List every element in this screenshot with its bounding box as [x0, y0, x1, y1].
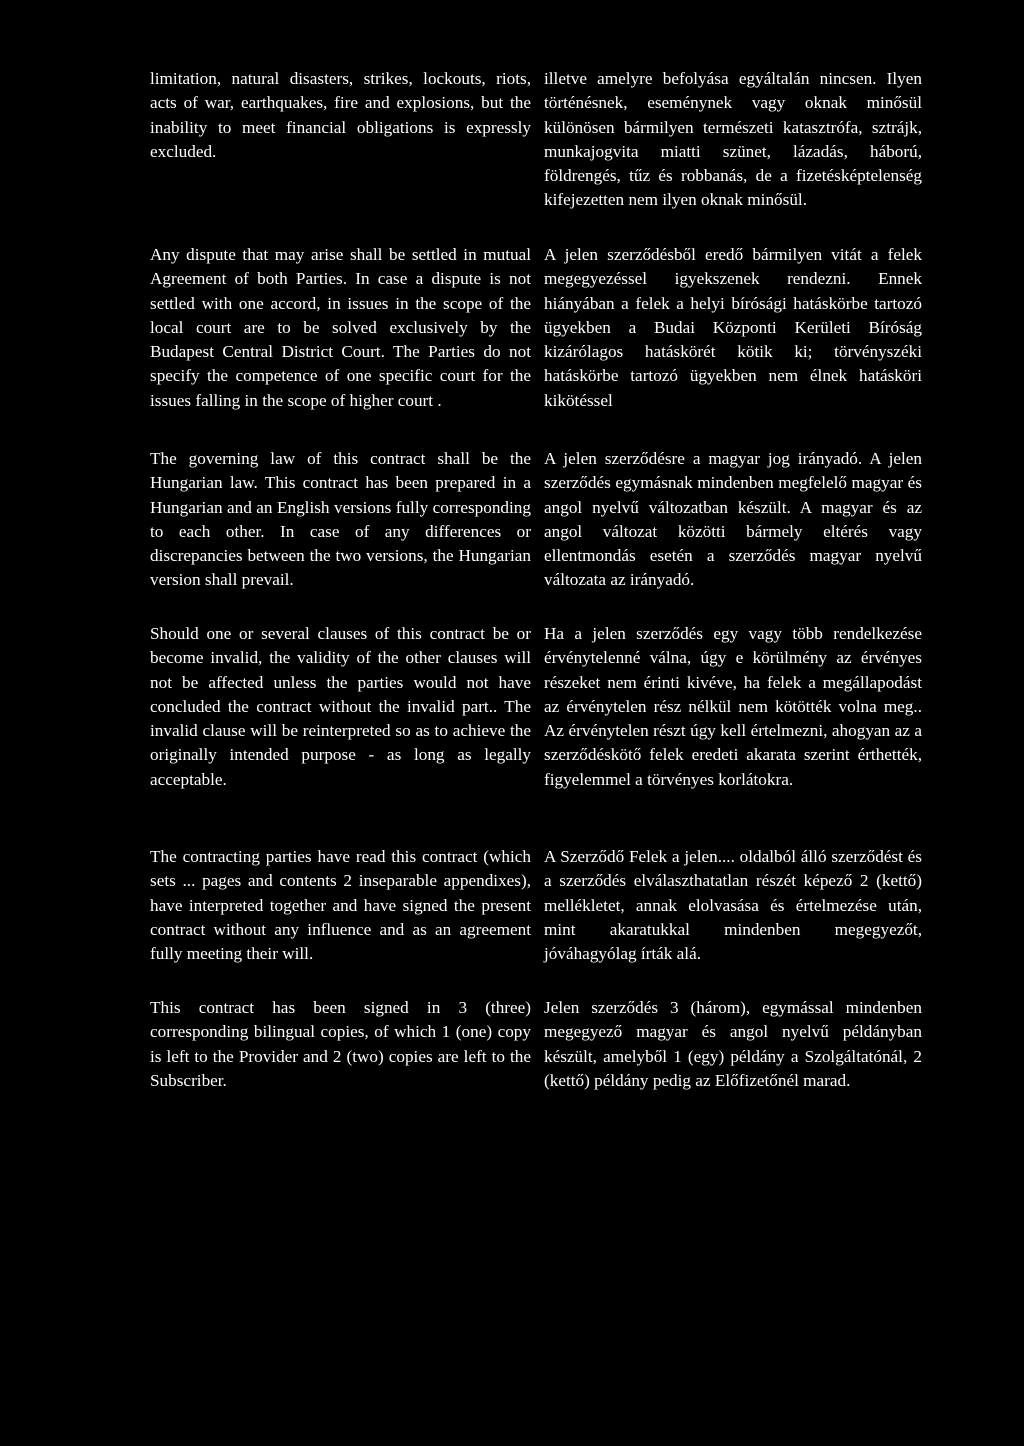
clause-force-majeure-en: limitation, natural disasters, strikes, lockouts, riots, acts of war, earthquakes, fire and explosions, but the inability to meet financial obligations is expressly excluded.: [150, 69, 531, 161]
clause-copies-en: This contract has been signed in 3 (three) corresponding bilingual copies, of which 1 (one) copy is left to the Provider and 2 (two) copies are left to the Subscriber.: [150, 998, 531, 1090]
clause-severability-en: Should one or several clauses of this contract be or become invalid, the validity of the other clauses will not be affected unless the parties would not have concluded the contract without the invalid part.. The invalid clause will be reinterpreted so as to achieve the originally intended purpose - as long as legally acceptable.: [150, 624, 531, 789]
clause-copies-hu: Jelen szerződés 3 (három), egymással mindenben megegyező magyar és angol nyelvű példányban készült, amelyből 1 (egy) példány a Szolgáltatónál, 2 (kettő) példány pedig az Előfizetőnél marad.: [544, 998, 922, 1090]
clause-disputes-en: Any dispute that may arise shall be settled in mutual Agreement of both Parties. In case a dispute is not settled with one accord, in issues in the scope of the local court are to be solved exclusively by the Budapest Central District Court. The Parties do not specify the competence of one specific court for the issues falling in the scope of higher court .: [150, 245, 531, 410]
clause-severability-hu: Ha a jelen szerződés egy vagy több rendelkezése érvénytelenné válna, úgy e körülmény az érvényes részeket nem érinti kivéve, ha felek a megállapodást az érvénytelen rész nélkül nem kötötték volna meg.. Az érvénytelen részt úgy kell értelmezni, ahogyan az a szerződéskötő felek eredeti akarata szerint érthették, figyelemmel a törvényes korlátokra.: [544, 624, 922, 789]
clause-governing-law-hu: A jelen szerződésre a magyar jog irányadó. A jelen szerződés egymásnak mindenben megfelelő magyar és angol nyelvű változatban készült. A magyar és az angol változat közötti bármely eltérés vagy ellentmondás esetén a szerződés magyar nyelvű változata az irányadó.: [544, 449, 922, 590]
clause-acknowledgement-en: The contracting parties have read this contract (which sets ... pages and contents 2 inseparable appendixes), have interpreted together and have signed the present contract without any influence and as an agreement fully meeting their will.: [150, 847, 531, 964]
clause-governing-law-en: The governing law of this contract shall be the Hungarian law. This contract has been prepared in a Hungarian and an English versions fully corresponding to each other. In case of any differences or discrepancies between the two versions, the Hungarian version shall prevail.: [150, 449, 531, 590]
clause-acknowledgement-hu: A Szerződő Felek a jelen.... oldalból álló szerződést és a szerződés elválaszthatatlan részét képező 2 (kettő) mellékletet, annak elolvasása és értelmezése után, mint akaratukkal mindenben megegyezőt, jóváhagyólag írták alá.: [544, 847, 922, 964]
clause-disputes-hu: A jelen szerződésből eredő bármilyen vitát a felek megegyezéssel igyekszenek rendezni. Ennek hiányában a felek a helyi bírósági hatáskörbe tartozó ügyekben a Budai Központi Kerületi Bíróság kizárólagos hatáskörét kötik ki; törvényszéki hatáskörbe tartozó ügyekben nem élnek hatásköri kikötéssel: [544, 245, 922, 410]
clause-force-majeure-hu: illetve amelyre befolyása egyáltalán nincsen. Ilyen történésnek, eseménynek vagy oknak minősül különösen bármilyen természeti katasztrófa, sztrájk, munkajogvita miatti szünet, lázadás, háború, földrengés, tűz és robbanás, de a fizetésképtelenség kifejezetten nem ilyen oknak minősül.: [544, 69, 922, 210]
